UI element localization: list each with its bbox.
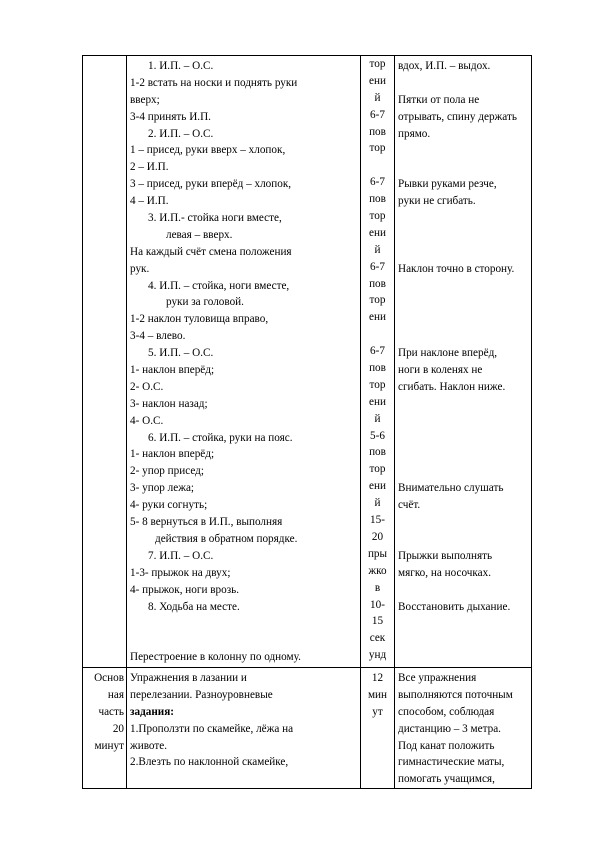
exercise-line: 1- наклон вперёд; — [130, 364, 215, 377]
note-line — [398, 514, 528, 531]
exercise-line: 7. И.П. – О.С. — [148, 549, 214, 562]
exercise-line: Упражнения в лазании и — [130, 672, 247, 684]
exercises-cell — [127, 668, 361, 789]
exercise-line — [130, 615, 357, 632]
exercise-line: 5. И.П. – О.С. — [148, 347, 214, 360]
exercise-line: 6. И.П. – стойка, руки на пояс. — [148, 431, 293, 444]
exercise-line: 2 – И.П. — [130, 161, 169, 174]
note-line: вдох, И.П. – выдох. — [398, 60, 491, 72]
exercise-line: 2.Влезть по наклонной скамейке, — [130, 756, 289, 769]
exercise-line: 1-2 встать на носки и поднять руки — [130, 76, 298, 89]
table-row-main-part — [83, 668, 532, 789]
dosage-line — [361, 326, 394, 343]
note-line: прямо. — [398, 127, 431, 140]
part-label — [83, 668, 126, 754]
exercise-line: левая – вверх. — [166, 228, 233, 241]
dosage-line: тор — [369, 294, 386, 307]
note-line: При наклоне вперёд, — [398, 347, 498, 360]
note-line — [398, 463, 528, 480]
dosage-line: сек — [369, 632, 386, 645]
exercise-line: 3-4 принять И.П. — [130, 110, 211, 123]
note-line — [398, 227, 528, 244]
notes-cell — [395, 56, 532, 668]
dosage-line: ут — [372, 705, 383, 718]
dosage-line: ени — [369, 226, 386, 239]
exercise-line: 1-3- прыжок на двух; — [130, 566, 231, 579]
note-line: ноги в коленях не — [398, 364, 483, 377]
exercise-line: На каждый счёт смена положения — [130, 245, 292, 258]
dosage-line: 6-7 — [370, 176, 385, 189]
note-line: Внимательно слушать — [398, 482, 504, 495]
note-line: гимнастические маты, — [398, 756, 505, 769]
dosage-line: жко — [368, 564, 387, 577]
dosage-line: 15 — [371, 615, 384, 628]
dosage-line: пов — [369, 125, 386, 138]
dosage-line: пов — [369, 277, 386, 290]
dosage-line — [361, 157, 394, 174]
note-line — [398, 142, 528, 159]
note-line — [398, 531, 528, 548]
exercise-line: перелезании. Разноуровневые — [130, 688, 273, 701]
exercise-line: 1. И.П. – О.С. — [148, 60, 214, 72]
note-line — [398, 75, 528, 92]
dosage-line: й — [374, 497, 381, 510]
table-row-warmup — [83, 56, 532, 668]
note-line: Пятки от пола не — [398, 93, 480, 106]
exercise-line: 2- О.С. — [130, 380, 164, 393]
note-line: сгибать. Наклон ниже. — [398, 380, 506, 393]
dosage-line: ени — [369, 74, 386, 87]
note-line — [398, 311, 528, 328]
exercise-line: 1.Проползти по скамейке, лёжа на — [130, 722, 294, 735]
dosage-line: пов — [369, 362, 386, 375]
dosage-line: ени — [369, 395, 386, 408]
notes-cell — [395, 668, 532, 789]
exercise-line: 3- упор лежа; — [130, 482, 195, 495]
note-line: способом, соблюдая — [398, 705, 495, 718]
note-line: руки не сгибать. — [398, 195, 476, 208]
dosage-line: 6-7 — [370, 108, 385, 121]
exercise-line: рук. — [130, 262, 150, 275]
exercise-line: руки за головой. — [166, 296, 244, 309]
note-line — [398, 446, 528, 463]
dosage-list — [361, 56, 394, 664]
dosage-line: тор — [369, 463, 386, 476]
note-line: Под канат положить — [398, 739, 495, 752]
note-line — [398, 632, 528, 649]
exercises-list — [127, 56, 360, 666]
note-line — [398, 615, 528, 632]
dosage-line: ени — [369, 480, 386, 493]
dosage-line: ени — [369, 311, 386, 324]
lesson-plan-table — [82, 55, 532, 789]
exercise-line: 8. Ходьба на месте. — [148, 600, 240, 613]
dosage-line: мин — [367, 688, 388, 701]
exercise-line: 5- 8 вернуться в И.П., выполняя — [130, 516, 283, 529]
dosage-line: тор — [369, 142, 386, 155]
note-line: отрывать, спину держать — [398, 110, 517, 123]
exercise-line: 3. И.П.- стойка ноги вместе, — [148, 212, 282, 225]
exercises-list — [127, 668, 360, 771]
exercise-line: вверх; — [130, 93, 160, 106]
dosage-line: пов — [369, 446, 386, 459]
exercise-line: 1- наклон вперёд; — [130, 448, 215, 461]
note-line: Восстановить дыхание. — [398, 600, 511, 613]
dosage-line: пов — [369, 193, 386, 206]
note-line: дистанцию – 3 метра. — [398, 722, 501, 735]
dosage-cell — [361, 668, 395, 789]
dosage-line: пры — [367, 547, 388, 560]
dosage-line: 12 — [371, 672, 384, 684]
exercise-line: задания: — [130, 705, 175, 718]
dosage-line: 5-6 — [370, 429, 385, 442]
dosage-line: тор — [369, 378, 386, 391]
note-line: Наклон точно в сторону. — [398, 262, 515, 275]
note-line — [398, 278, 528, 295]
dosage-line: 10- — [370, 598, 385, 611]
notes-list — [395, 668, 531, 788]
exercise-line: 4 – И.П. — [130, 195, 169, 208]
dosage-line: в — [374, 581, 381, 594]
exercise-line: Перестроение в колонну по одному. — [130, 651, 301, 664]
note-line: выполняются поточным — [398, 688, 513, 701]
exercise-line: действия в обратном порядке. — [155, 532, 298, 545]
note-line — [398, 430, 528, 447]
exercise-line: 1 – присед, руки вверх – хлопок, — [130, 144, 286, 157]
exercise-line: 4. И.П. – стойка, ноги вместе, — [148, 279, 290, 292]
exercise-line: 4- руки согнуть; — [130, 499, 208, 512]
exercise-line: 4- прыжок, ноги врозь. — [130, 583, 240, 596]
dosage-line: й — [374, 91, 381, 104]
exercise-line: 1-2 наклон туловища вправо, — [130, 313, 269, 326]
exercises-cell — [127, 56, 361, 668]
dosage-cell — [361, 56, 395, 668]
part-cell — [83, 668, 127, 789]
dosage-line: й — [374, 412, 381, 425]
part-line: часть — [98, 705, 124, 718]
note-line — [398, 649, 528, 666]
dosage-line: й — [374, 243, 381, 256]
dosage-line: тор — [369, 210, 386, 223]
note-line — [398, 582, 528, 599]
dosage-line: унд — [368, 649, 387, 662]
note-line — [398, 413, 528, 430]
exercise-line: 3 – присед, руки вперёд – хлопок, — [130, 178, 292, 191]
dosage-line: 15- — [370, 514, 385, 527]
part-cell-empty — [83, 56, 127, 668]
dosage-line: 6-7 — [370, 260, 385, 273]
exercise-line: 4- О.С. — [130, 414, 164, 427]
dosage-list — [361, 668, 394, 721]
note-line — [398, 210, 528, 227]
note-line: Прыжки выполнять — [398, 549, 493, 562]
exercise-line — [130, 632, 357, 649]
dosage-line: 6-7 — [370, 345, 385, 358]
note-line — [398, 294, 528, 311]
exercise-line: 2- упор присед; — [130, 465, 204, 478]
note-line: мягко, на носочках. — [398, 566, 491, 579]
part-line: минут — [94, 739, 124, 752]
note-line — [398, 328, 528, 345]
part-line: Основ — [94, 672, 124, 684]
exercise-line: 3-4 – влево. — [130, 330, 186, 343]
exercise-line: животе. — [130, 739, 168, 752]
dosage-line: 20 — [371, 530, 384, 543]
part-line: ная — [107, 688, 124, 701]
notes-list — [395, 56, 531, 666]
exercise-line: 2. И.П. – О.С. — [148, 127, 214, 140]
part-line: 20 — [112, 722, 124, 735]
note-line — [398, 159, 528, 176]
note-line — [398, 244, 528, 261]
exercise-line: 3- наклон назад; — [130, 397, 208, 410]
note-line — [398, 396, 528, 413]
note-line: Все упражнения — [398, 672, 477, 684]
note-line: счёт. — [398, 499, 421, 512]
dosage-line: тор — [369, 58, 386, 70]
note-line: помогать учащимся, — [398, 773, 495, 786]
note-line: Рывки руками резче, — [398, 178, 497, 191]
